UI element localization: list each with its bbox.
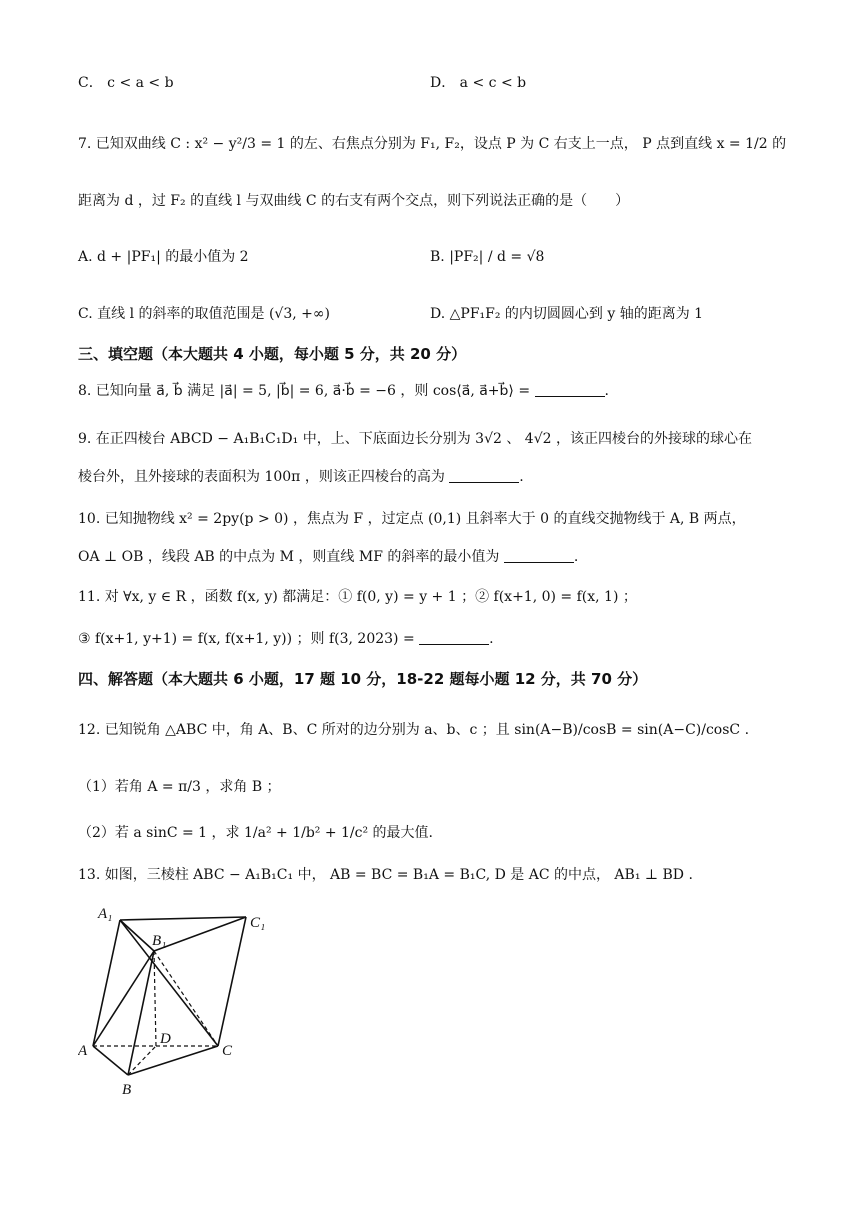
q9-stem-line1: 9. 在正四棱台 ABCD − A₁B₁C₁D₁ 中，上、下底面边长分别为 3√2 、 4√2 ，该正四棱台的外接球的球心在 [78,431,752,447]
q10-stem-line1: 10. 已知抛物线 x² = 2py(p > 0) ，焦点为 F ，过定点 (0,1) 且斜率大于 0 的直线交抛物线于 A, B 两点， [78,511,746,527]
q12-part2: （2）若 a sinC = 1 ，求 1/a² + 1/b² + 1/c² 的最大值. [78,825,434,841]
q7-stem-line1: 7. 已知双曲线 C : x² − y²/3 = 1 的左、右焦点分别为 F₁, F₂，设点 P 为 C 右支上一点， P 点到直线 x = 1/2 的 [78,136,787,152]
section3-heading: 三、填空题（本大题共 4 小题，每小题 5 分，共 20 分） [78,345,467,363]
q8-answer-blank [535,382,605,397]
q11-stem-line2: ③ f(x+1, y+1) = f(x, f(x+1, y)) ；则 f(3, 2023) = [78,631,415,647]
q6-option-d: D． a < c < b [430,75,527,91]
edge-c1-c [218,917,246,1046]
q10-stem-line2: OA ⊥ OB ，线段 AB 的中点为 M ，则直线 MF 的斜率的最小值为 [78,549,500,565]
edge-b-c [128,1046,218,1075]
q13-stem: 13. 如图，三棱柱 ABC − A₁B₁C₁ 中， AB = BC = B₁A = B₁C, D 是 AC 的中点， AB₁ ⊥ BD . [78,867,693,883]
label-a: A [78,1043,88,1059]
edge-b1-b [128,951,154,1075]
q11-stem-line1: 11. 对 ∀x, y ∈ R ，函数 f(x, y) 都满足：① f(0, y) = y + 1 ；② f(x+1, 0) = f(x, 1) ； [78,589,637,605]
label-b1: B₁ [152,933,167,949]
q10-answer-blank [504,548,574,563]
q7-option-b: B. |PF₂| / d = √8 [430,249,545,265]
q7-stem-line2: 距离为 d ，过 F₂ 的直线 l 与双曲线 C 的右支有两个交点，则下列说法正确的是（ ） [78,193,630,209]
label-c: C [222,1043,233,1059]
segment-a1-c [120,920,218,1046]
edge-a1-a [93,920,120,1046]
q12-part1: （1）若角 A = π/3 ，求角 B ； [78,779,281,795]
q9-stem-line2: 棱台外，且外接球的表面积为 100π ，则该正四棱台的高为 [78,469,445,485]
edge-a1-c1 [120,917,246,920]
q7-option-d: D. △PF₁F₂ 的内切圆圆心到 y 轴的距离为 1 [430,306,704,322]
label-b: B [122,1082,132,1098]
q8-text: 8. 已知向量 a⃗, b⃗ 满足 |a⃗| = 5, |b⃗| = 6, a⃗·b⃗ = −6 ，则 cos⟨a⃗, a⃗+b⃗⟩ = [78,383,531,399]
q11-answer-blank [419,630,489,645]
q12-stem: 12. 已知锐角 △ABC 中，角 A、B、C 所对的边分别为 a、b、c ；且 sin(A−B)/cosB = sin(A−C)/cosC . [78,722,750,738]
edge-a-b [93,1046,128,1075]
section4-heading: 四、解答题（本大题共 6 小题，17 题 10 分，18-22 题每小题 12 分，共 70 分） [78,670,648,688]
q8-line: 8. 已知向量 a⃗, b⃗ 满足 |a⃗| = 5, |b⃗| = 6, a⃗·b⃗ = −6 ，则 cos⟨a⃗, a⃗+b⃗⟩ = . [78,383,609,399]
label-a1: A₁ [98,906,113,922]
edge-b1-c1 [154,917,246,951]
q9-answer-blank [449,468,519,483]
prism-figure [78,903,278,1103]
q7-option-a: A. d + |PF₁| 的最小值为 2 [78,249,249,265]
q7-option-c: C. 直线 l 的斜率的取值范围是 (√3, +∞) [78,306,330,322]
q11-line2: ③ f(x+1, y+1) = f(x, f(x+1, y)) ；则 f(3, 2023) = . [78,631,494,647]
q9-line2: 棱台外，且外接球的表面积为 100π ，则该正四棱台的高为 . [78,469,524,485]
label-c1: C₁ [250,915,266,931]
q10-line2: OA ⊥ OB ，线段 AB 的中点为 M ，则直线 MF 的斜率的最小值为 . [78,549,579,565]
edge-a1-b1 [120,920,154,951]
q6-option-c: C． c < a < b [78,75,174,91]
label-d: D [160,1031,171,1047]
